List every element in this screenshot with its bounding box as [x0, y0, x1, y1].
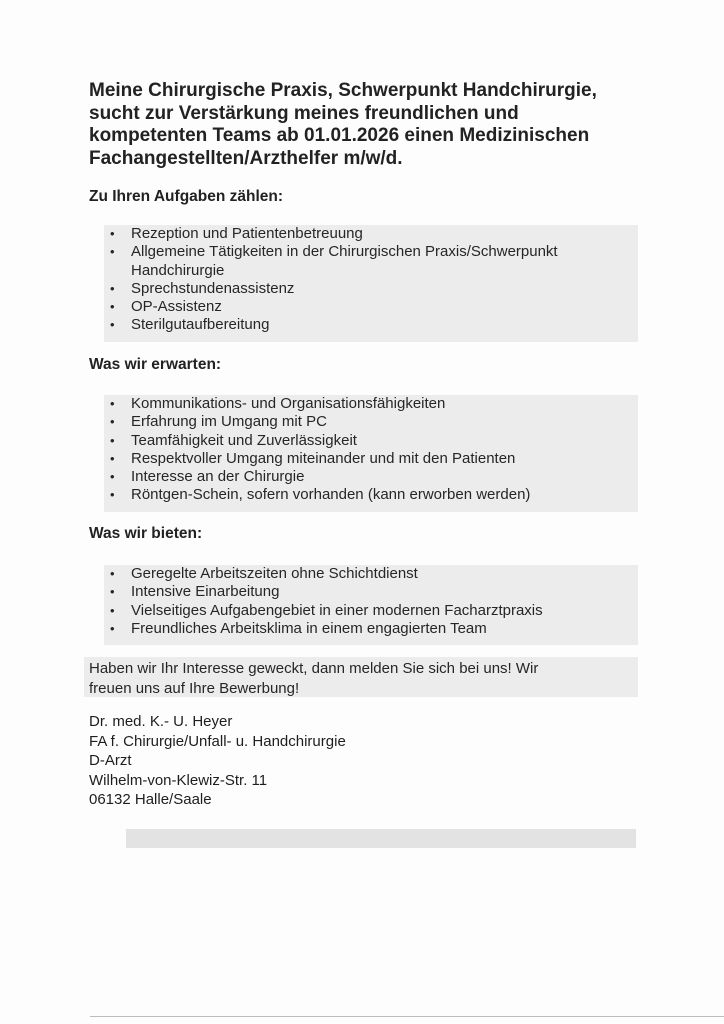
bullet-icon: • — [110, 280, 115, 296]
bullet-icon: • — [110, 450, 115, 466]
bullet-icon: • — [110, 299, 115, 315]
bullet-icon: • — [110, 469, 115, 485]
bullet-icon: • — [110, 396, 115, 411]
tasks-list — [104, 225, 638, 342]
list-item: • Geregelte Arbeitszeiten ohne Schichtdienst — [110, 565, 418, 582]
headline-line: Fachangestellten/Arzthelfer m/w/d. — [89, 147, 403, 169]
bullet-icon: • — [110, 317, 115, 333]
bullet-icon: • — [110, 432, 115, 448]
list-item: • Interesse an der Chirurgie — [110, 468, 305, 486]
headline-line: kompetenten Teams ab 01.01.2026 einen Medizinischen — [89, 125, 590, 146]
list-item: • Sprechstundenassistenz — [110, 279, 295, 297]
bullet-icon: • — [110, 414, 115, 430]
list-item: • Kommunikations- und Organisationsfähigkeiten — [110, 395, 446, 412]
signature-role: D-Arzt — [89, 752, 132, 770]
tasks-heading: Zu Ihren Aufgaben zählen: — [89, 188, 284, 205]
closing-line: freuen uns auf Ihre Bewerbung! — [89, 679, 300, 697]
list-item: • Erfahrung im Umgang mit PC — [110, 413, 327, 431]
bullet-icon: • — [110, 244, 115, 260]
list-item: • OP-Assistenz — [110, 298, 222, 316]
signature-street: Wilhelm-von-Klewiz-Str. 11 — [89, 771, 268, 789]
bullet-icon: • — [110, 226, 115, 241]
bullet-icon: • — [110, 602, 115, 618]
expectations-list — [104, 395, 638, 512]
headline-line: Meine Chirurgische Praxis, Schwerpunkt Handchirurgie, — [89, 80, 597, 101]
signature-title: FA f. Chirurgie/Unfall- u. Handchirurgie — [89, 732, 346, 750]
expectations-heading: Was wir erwarten: — [89, 356, 222, 373]
list-item: • Rezeption und Patientenbetreuung — [110, 225, 363, 242]
list-item: • Freundliches Arbeitsklima in einem engagierten Team — [110, 619, 487, 637]
list-item: • Intensive Einarbeitung — [110, 583, 280, 601]
page-edge-line — [90, 1016, 724, 1017]
list-item: • Röntgen-Schein, sofern vorhanden (kann erworben werden) — [110, 486, 531, 504]
job-headline — [89, 80, 649, 170]
closing-line: Haben wir Ihr Interesse geweckt, dann melden Sie sich bei uns! Wir — [89, 660, 539, 677]
closing-paragraph — [84, 657, 638, 697]
bullet-icon: • — [110, 584, 115, 600]
bullet-icon: • — [110, 620, 115, 636]
bullet-icon: • — [110, 566, 115, 581]
list-item: • Teamfähigkeit und Zuverlässigkeit — [110, 431, 357, 449]
offers-list — [104, 565, 638, 645]
list-item: • Allgemeine Tätigkeiten in der Chirurgischen Praxis/Schwerpunkt Handchirurgie — [110, 243, 558, 279]
list-item: • Sterilgutaufbereitung — [110, 316, 270, 334]
scan-shading — [126, 829, 636, 848]
list-item: • Vielseitiges Aufgabengebiet in einer modernen Facharztpraxis — [110, 601, 543, 619]
bullet-icon: • — [110, 487, 115, 503]
signature-block — [89, 712, 346, 810]
list-item: • Respektvoller Umgang miteinander und mit den Patienten — [110, 449, 516, 467]
signature-name: Dr. med. K.- U. Heyer — [89, 713, 233, 730]
headline-line: sucht zur Verstärkung meines freundlichen und — [89, 102, 519, 124]
offers-heading: Was wir bieten: — [89, 525, 203, 542]
signature-city: 06132 Halle/Saale — [89, 791, 212, 809]
